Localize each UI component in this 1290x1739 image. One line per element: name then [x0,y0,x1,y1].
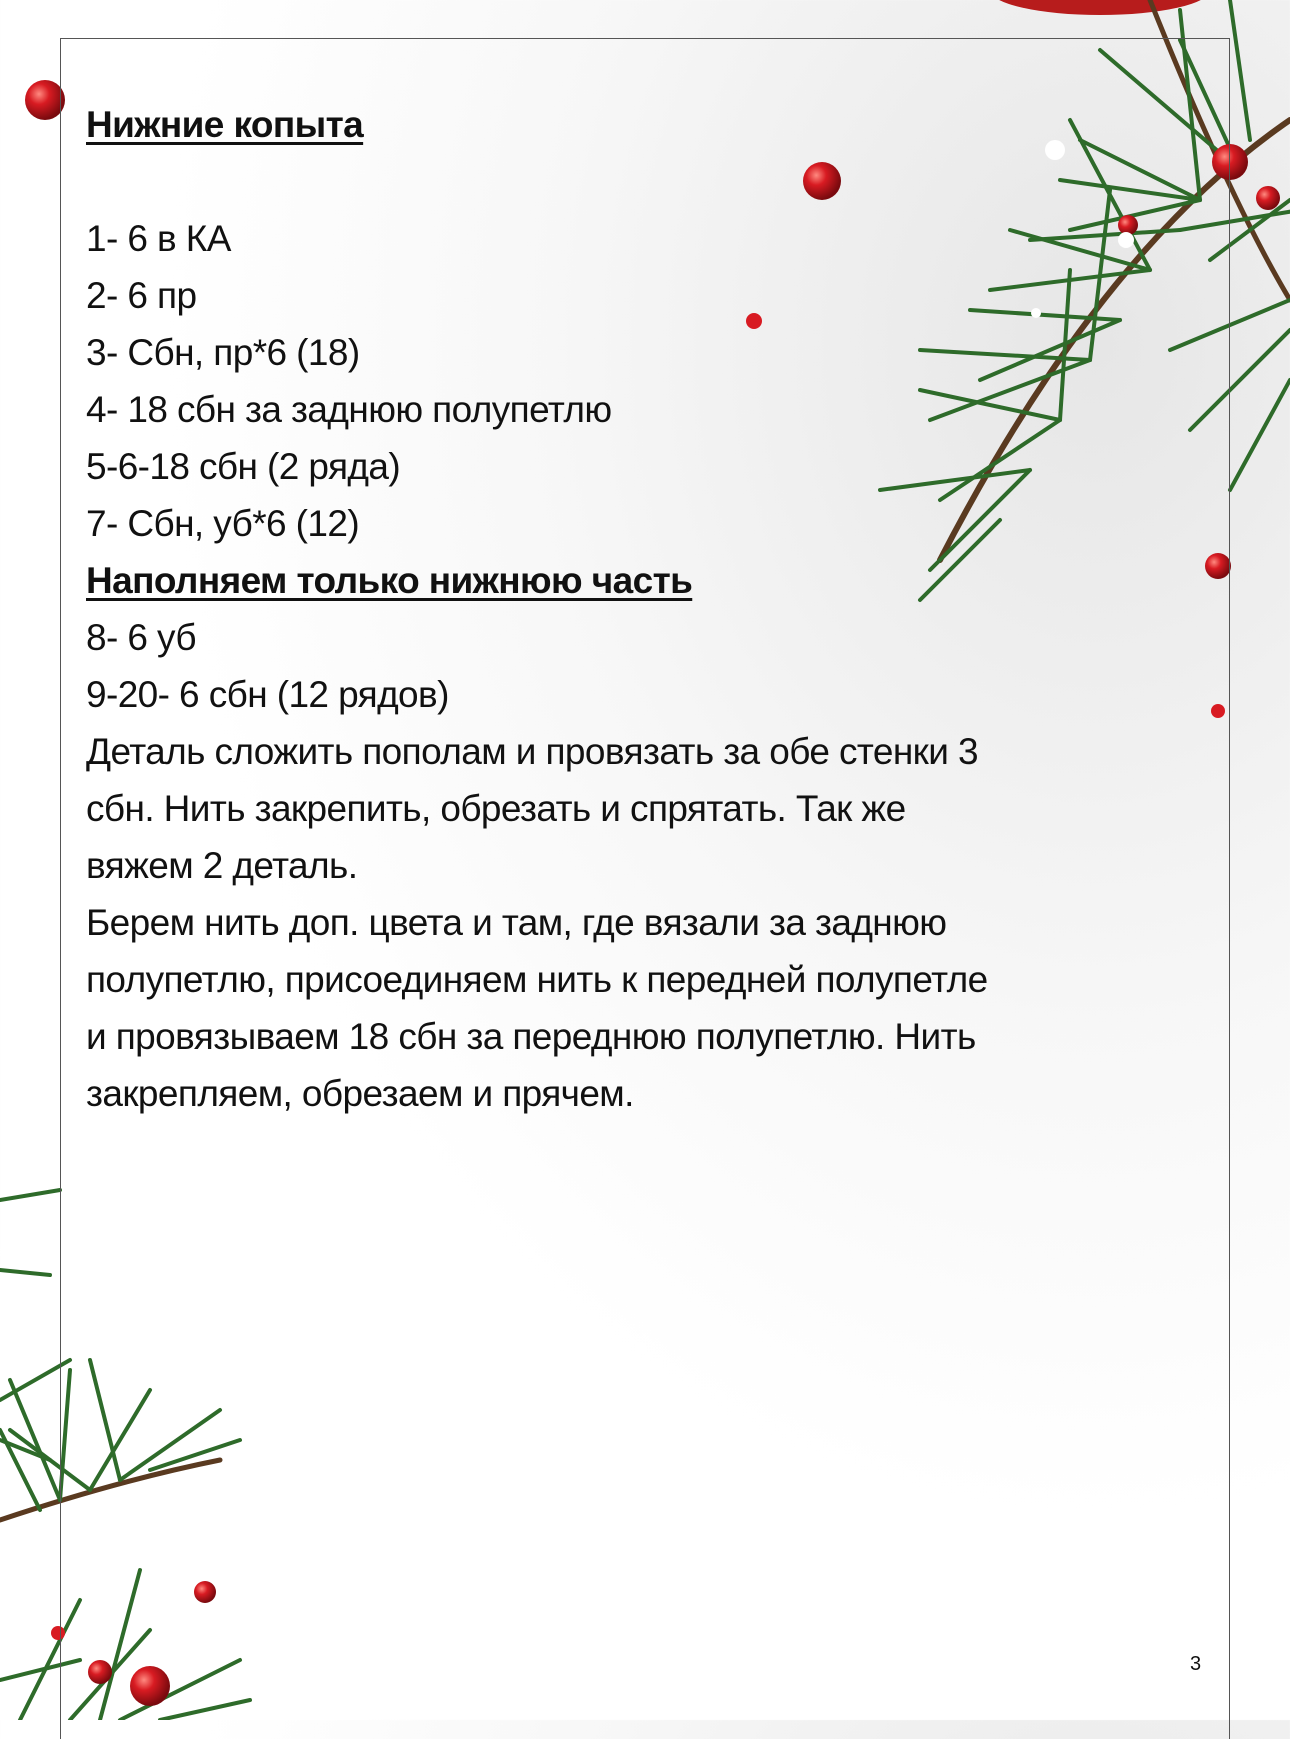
pattern-row: 4- 18 сбн за заднюю полупетлю [86,389,612,430]
spacer [86,153,1216,210]
paragraph-line: и провязываем 18 сбн за переднюю полупетлю. Нить [86,1016,976,1057]
pattern-row: 1- 6 в КА [86,218,231,259]
subheading: Наполняем только нижнюю часть [86,560,693,601]
paragraph-line: Деталь сложить пополам и провязать за обе стенки 3 [86,731,978,772]
ornament-ball [990,0,1210,15]
pattern-row: 2- 6 пр [86,275,197,316]
pattern-row: 5-6-18 сбн (2 ряда) [86,446,401,487]
paragraph-line: вяжем 2 деталь. [86,845,358,886]
paragraph-line: закрепляем, обрезаем и прячем. [86,1073,634,1114]
paragraph-line: сбн. Нить закрепить, обрезать и спрятать. Так же [86,788,906,829]
pattern-row: 3- Сбн, пр*6 (18) [86,332,360,373]
section-heading: Нижние копыта [86,104,364,145]
page-number: 3 [1190,1653,1202,1675]
pattern-row: 8- 6 уб [86,617,196,658]
paragraph-line: Берем нить доп. цвета и там, где вязали за заднюю [86,902,947,943]
pattern-row: 7- Сбн, уб*6 (12) [86,503,360,544]
paragraph-line: полупетлю, присоединяем нить к передней полупетле [86,959,988,1000]
pattern-row: 9-20- 6 сбн (12 рядов) [86,674,449,715]
pattern-text [86,96,1216,1122]
